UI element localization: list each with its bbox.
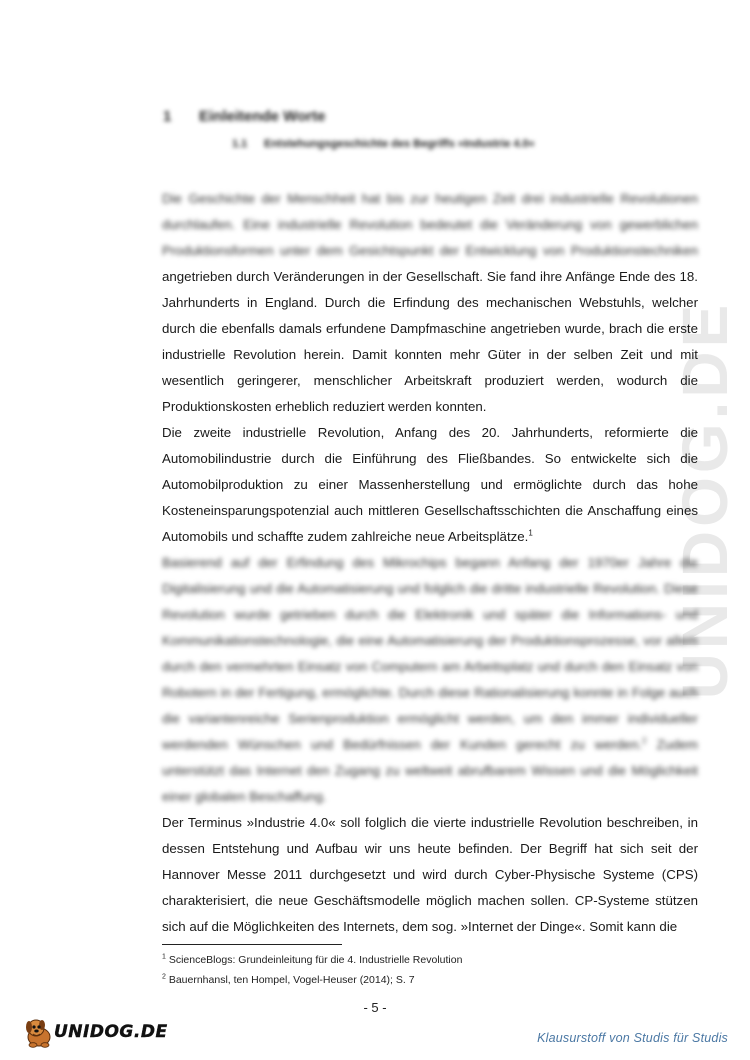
footnote-divider <box>162 944 342 945</box>
footnote-1-mark: 1 <box>162 953 166 961</box>
footnote-1-text: ScienceBlogs: Grundeinleitung für die 4. Industrielle Revolution <box>168 954 463 966</box>
paragraph-3 <box>162 550 698 810</box>
footnotes <box>162 950 702 990</box>
paragraph-1 <box>162 186 698 420</box>
paragraph-3-blurred-tail: Zudem unterstützt das Internet den Zugang zu weltweit abrufbarem Wissen und die Möglichkeit einer globalen Beschaffung. <box>162 737 698 804</box>
paragraph-1-blurred: Die Geschichte der Menschheit hat bis zur heutigen Zeit drei industrielle Revolutionen durchlaufen. Eine industrielle Revolution bedeutet die Veränderung von gewerblichen Produktionsformen unter dem Gesichtspunkt der Entwicklung von Produktionstechniken <box>162 191 698 258</box>
heading-2-number: 1.1 <box>232 138 248 150</box>
page-number: - 5 - <box>363 1000 387 1015</box>
heading-1 <box>163 108 325 125</box>
unidog-logo[interactable] <box>22 1014 168 1050</box>
heading-1-number: 1 <box>163 108 172 125</box>
body-text <box>162 186 698 940</box>
logo-text: UNIDOG.DE <box>54 1022 168 1042</box>
paragraph-1-visible: angetrieben durch Veränderungen in der Gesellschaft. Sie fand ihre Anfänge Ende des 18. Jahrhunderts in England. Durch die Erfindung des mechanischen Webstuhls, welcher durch die ebenfalls damals erfundene Dampfmaschine angetrieben wurde, brach die erste industrielle Revolution herein. Damit konnten mehr Güter in der selben Zeit und mit wesentlich geringerer, menschlicher Arbeitskraft produziert werden, wodurch die Produktionskosten erheblich reduziert werden konnten. <box>162 269 698 414</box>
footnote-2-text: Bauernhansl, ten Hompel, Vogel-Heuser (2014); S. 7 <box>168 974 415 986</box>
paragraph-2-text: Die zweite industrielle Revolution, Anfang des 20. Jahrhunderts, reformierte die Automobilindustrie durch die Einführung des Fließbandes. So entwickelte sich die Automobilproduktion zu einer Massenherstellung und ermöglichte durch das hohe Kosteneinsparungspotenzial auch mittleren Gesellschaftsschichten die Anschaffung eines Automobils und schaffte zudem zahlreiche neue Arbeitsplätze. <box>162 425 698 544</box>
tagline: Klausurstoff von Studis für Studis <box>537 1031 728 1045</box>
heading-2-title: Entstehungsgeschichte des Begriffs »Industrie 4.0« <box>264 138 535 150</box>
paragraph-3-blurred: Basierend auf der Erfindung des Mikrochips begann Anfang der 1970er Jahre die Digitalisierung und die Automatisierung und folglich die dritte industrielle Revolution. Diese Revolution wurde getrieben durch die Elektronik und später die Informations- und Kommunikationstechnologie, die eine Automatisierung der Produktionsprozesse, vor allem durch den vermehrten Einsatz von Computern am Arbeitsplatz und durch den Einsatz von Robotern in der Fertigung, ermöglichte. Durch diese Rationalisierung konnte in Folge auch die variantenreiche Serienproduktion ermöglicht werden, um den immer individueller werdenden Wünschen und Bedürfnissen der Kunden gerecht zu werden. <box>162 555 698 752</box>
heading-2 <box>232 138 535 150</box>
footnote-1 <box>162 950 702 970</box>
watermark: UNIDOG.DE <box>669 300 741 700</box>
heading-1-title: Einleitende Worte <box>199 108 326 125</box>
paragraph-2 <box>162 420 698 550</box>
footnote-ref-2[interactable]: 2 <box>642 736 647 746</box>
footnote-ref-1[interactable]: 1 <box>528 528 533 538</box>
paragraph-4-text: Der Terminus »Industrie 4.0« soll folglich die vierte industrielle Revolution beschreiben, in dessen Entstehung und Aufbau wir uns heute befinden. Der Begriff hat sich seit der Hannover Messe 2011 durchgesetzt und wird durch Cyber-Physische Systeme (CPS) charakterisiert, die neue Geschäftsmodelle möglich machen sollen. CP-Systeme stützen sich auf die Möglichkeiten des Internets, dem sog. »Internet der Dinge«. Somit kann die <box>162 815 698 934</box>
footnote-2-mark: 2 <box>162 973 166 981</box>
dog-mascot-icon <box>22 1015 56 1049</box>
paragraph-4 <box>162 810 698 940</box>
footnote-2 <box>162 970 702 990</box>
